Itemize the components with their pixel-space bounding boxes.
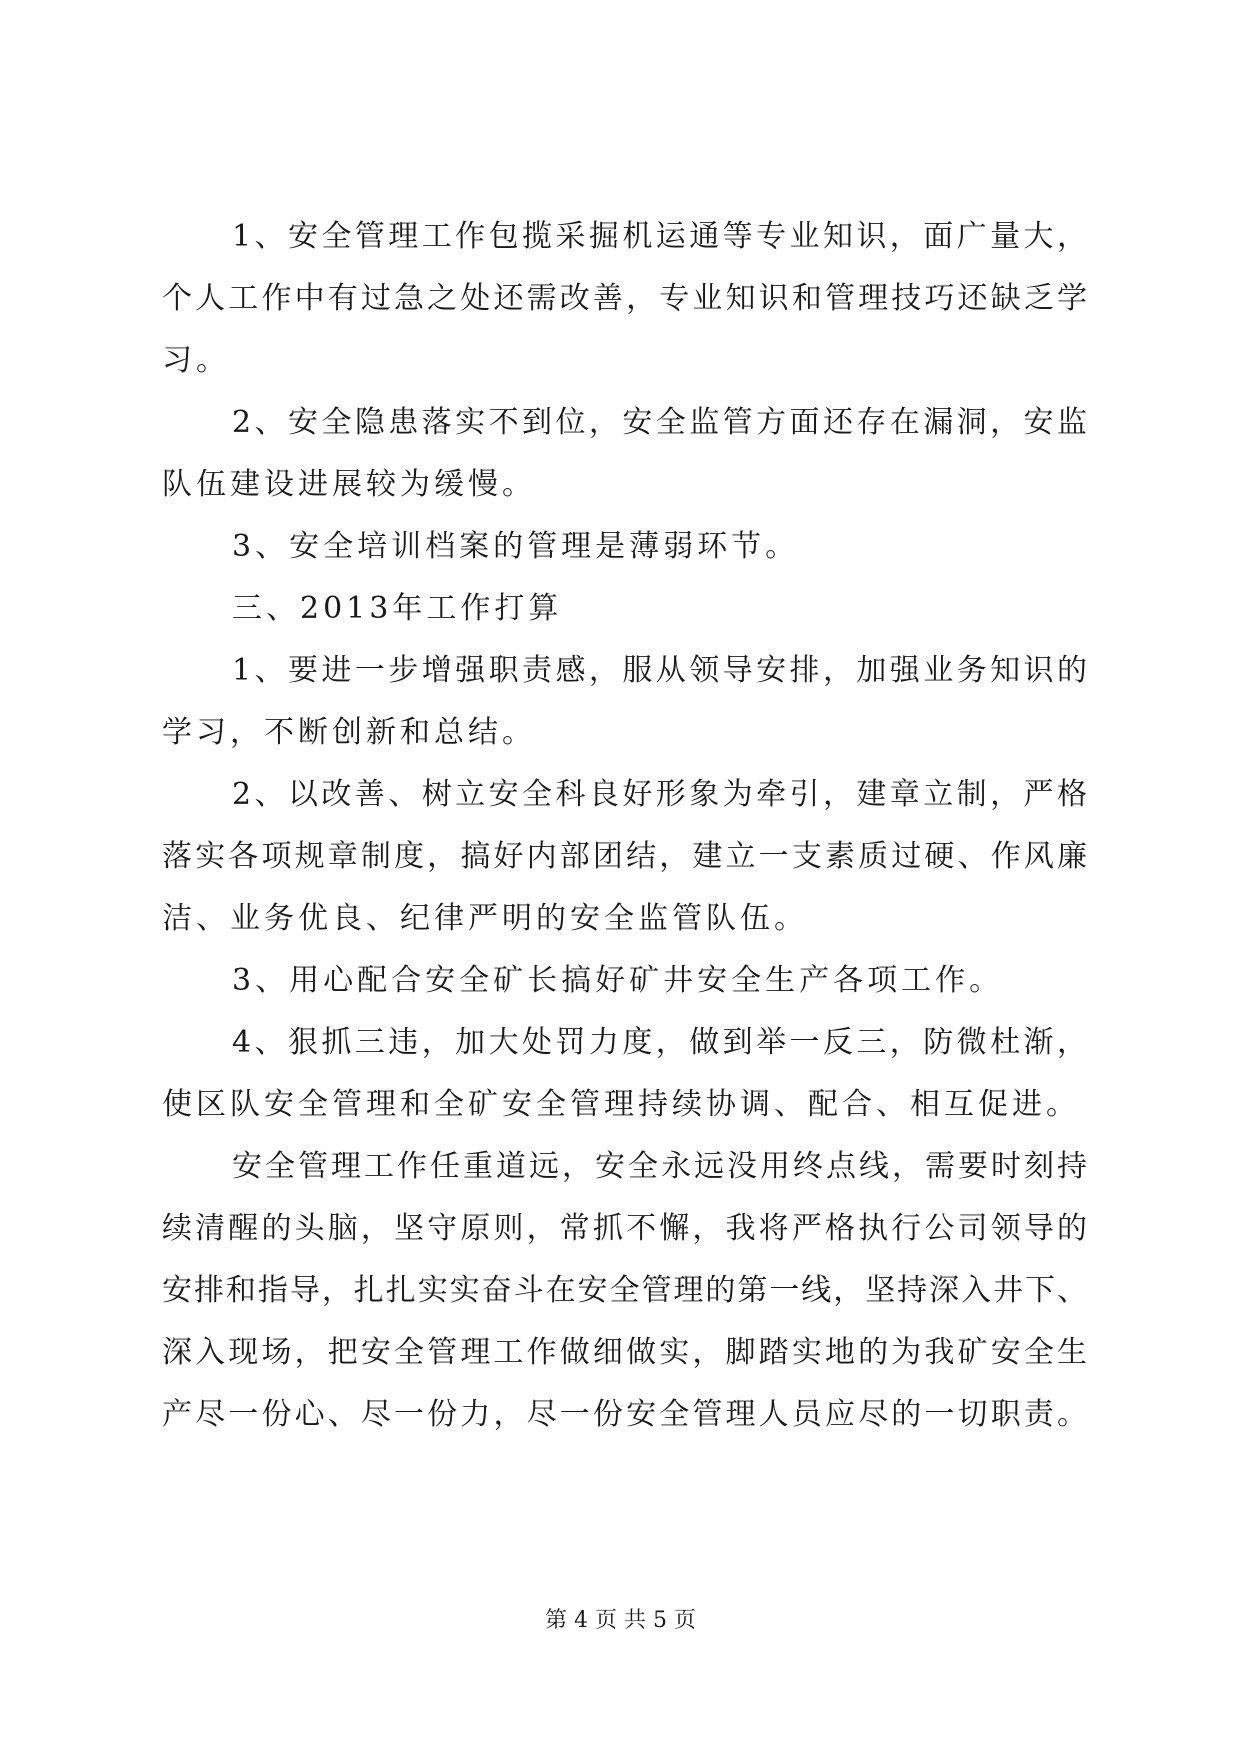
text-line: 产尽一份心、尽一份力，尽一份安全管理人员应尽的一切职责。 [162,1397,1087,1432]
text-line: 安排和指导，扎扎实实奋斗在安全管理的第一线，坚持深入井下、 [162,1273,1087,1308]
text-line: 3、安全培训档案的管理是薄弱环节。 [232,529,800,564]
text-line: 2、以改善、树立安全科良好形象为牵引，建章立制，严格 [232,777,1087,812]
text-line: 续清醒的头脑，坚守原则，常抓不懈，我将严格执行公司领导的 [162,1211,1087,1246]
text-line: 习。 [162,343,230,378]
section-heading: 三、2013年工作打算 [232,591,563,626]
text-line: 落实各项规章制度，搞好内部团结，建立一支素质过硬、作风廉 [162,839,1087,874]
text-line: 深入现场，把安全管理工作做细做实，脚踏实地的为我矿安全生 [162,1335,1087,1370]
text-line: 4、狠抓三违，加大处罚力度，做到举一反三，防微杜渐， [232,1025,1087,1060]
text-line: 1、要进一步增强职责感，服从领导安排，加强业务知识的 [232,653,1087,688]
text-line: 2、安全隐患落实不到位，安全监管方面还存在漏洞，安监 [232,405,1087,440]
page-number-footer: 第 4 页 共 5 页 [545,1608,696,1633]
text-line: 学习，不断创新和总结。 [162,715,536,750]
text-line: 使区队安全管理和全矿安全管理持续协调、配合、相互促进。 [162,1087,1080,1122]
text-line: 洁、业务优良、纪律严明的安全监管队伍。 [162,901,808,936]
text-line: 1、安全管理工作包揽采掘机运通等专业知识，面广量大， [232,219,1087,254]
text-line: 个人工作中有过急之处还需改善，专业知识和管理技巧还缺乏学 [162,281,1087,316]
text-line: 安全管理工作任重道远，安全永远没用终点线，需要时刻持 [232,1149,1087,1184]
text-line: 3、用心配合安全矿长搞好矿井安全生产各项工作。 [232,963,1004,998]
text-line: 队伍建设进展较为缓慢。 [162,467,536,502]
